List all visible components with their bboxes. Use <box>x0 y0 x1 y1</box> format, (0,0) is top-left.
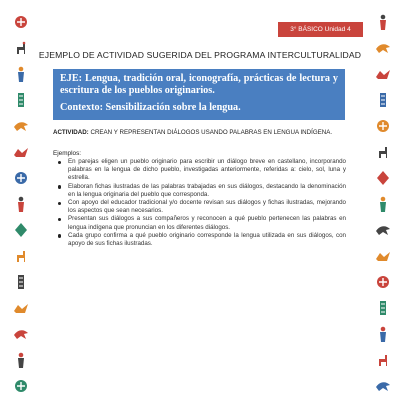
list-item: Presentan sus diálogos a sus compañeros y reconocen a qué pueblo pertenecen las palabras en lengua indígena que pronuncian en los diferentes diálogos. <box>53 215 346 231</box>
examples-heading: Ejemplos: <box>53 150 82 157</box>
left-decorative-border <box>11 0 31 400</box>
figure-icon <box>373 12 393 32</box>
activity-label: ACTIVIDAD: <box>53 129 89 136</box>
list-item: Cada grupo confirma a qué pueblo originario corresponde la lengua utilizada en sus diálogos, con apoyo de sus fichas ilustradas. <box>53 232 346 248</box>
kultrun-icon <box>11 12 31 32</box>
list-item: Con apoyo del educador tradicional y/o docente revisan sus diálogos y fichas ilustradas, mejorando los aspectos que sean necesarios. <box>53 199 346 215</box>
bird-icon <box>373 376 393 396</box>
figure-icon <box>373 324 393 344</box>
diamond-icon <box>11 220 31 240</box>
llama-icon <box>11 38 31 58</box>
diamond-icon <box>373 168 393 188</box>
grade-unit-badge: 3° BÁSICO Unidad 4 <box>278 22 363 37</box>
llama-icon <box>373 142 393 162</box>
llama-icon <box>373 350 393 370</box>
bird-icon <box>11 324 31 344</box>
figure-icon <box>11 194 31 214</box>
activity-text: CREAN Y REPRESENTAN DIÁLOGOS USANDO PALABRAS EN LENGUA INDÍGENA. <box>88 129 333 136</box>
list-item: Elaboran fichas ilustradas de las palabras trabajadas en sus diálogos, destacando la denominación en la lengua originaria del pueblo que corresponda. <box>53 183 346 199</box>
figure-icon <box>11 64 31 84</box>
bird-icon <box>373 38 393 58</box>
kultrun-icon <box>11 376 31 396</box>
totem-icon <box>373 298 393 318</box>
figure-icon <box>373 194 393 214</box>
page-title: EJEMPLO DE ACTIVIDAD SUGERIDA DEL PROGRAMA INTERCULTURALIDAD <box>38 50 362 60</box>
llama-icon <box>11 246 31 266</box>
context-heading: Contexto: Sensibilización sobre la lengua. <box>60 102 241 113</box>
examples-list <box>53 158 346 248</box>
bird-icon <box>373 220 393 240</box>
totem-icon <box>373 90 393 110</box>
totem-icon <box>11 90 31 110</box>
fox-icon <box>373 246 393 266</box>
kultrun-icon <box>11 168 31 188</box>
axis-context-box <box>53 69 345 120</box>
kultrun-icon <box>373 116 393 136</box>
axis-heading: EJE: Lengua, tradición oral, iconografía, prácticas de lectura y escritura de los pueblos originarios. <box>60 73 338 96</box>
fox-icon <box>373 64 393 84</box>
kultrun-icon <box>373 272 393 292</box>
activity-line <box>53 129 353 136</box>
figure-icon <box>11 350 31 370</box>
fox-icon <box>11 298 31 318</box>
fox-icon <box>11 142 31 162</box>
totem-icon <box>11 272 31 292</box>
right-decorative-border <box>373 0 393 400</box>
list-item: En parejas eligen un pueblo originario para escribir un diálogo breve en castellano, incorporando palabras en la lengua de dicho pueblo, investigadas anteriormente, referidas a: cielo, sol, luna y estrella. <box>53 158 346 183</box>
bird-icon <box>11 116 31 136</box>
